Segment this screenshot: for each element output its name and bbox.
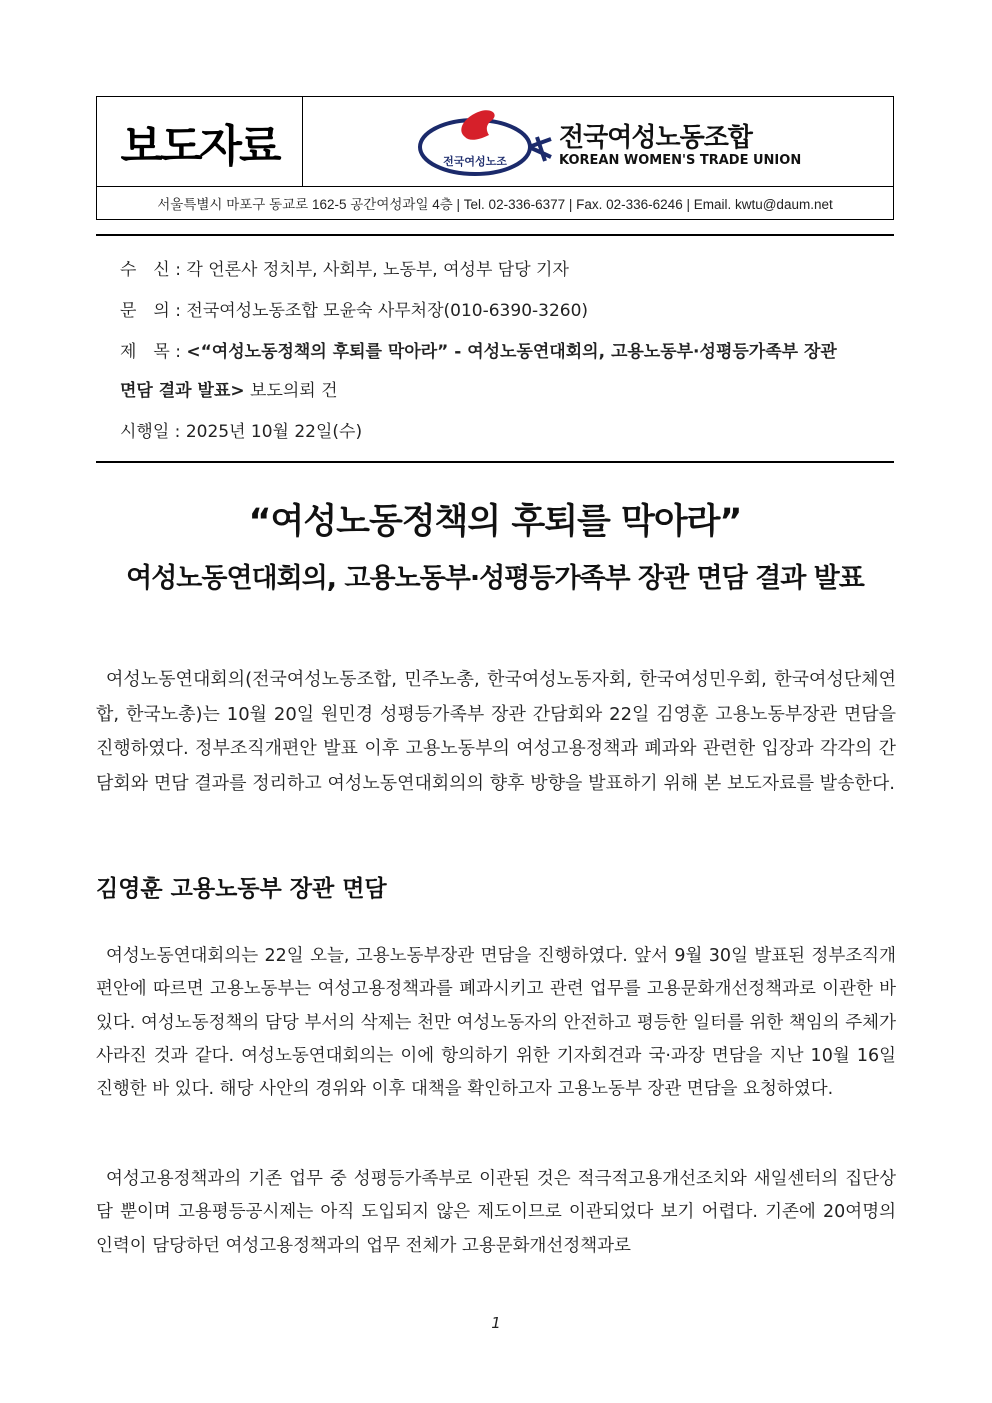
meta-divider (96, 461, 894, 463)
union-logo-icon (417, 107, 557, 179)
press-release-label: 보도자료 (97, 97, 303, 186)
date-line (120, 417, 362, 442)
inquiry-label: 문 의 : (120, 301, 181, 321)
body-paragraph-1: 여성노동연대회의는 22일 오늘, 고용노동부장관 면담을 진행하였다. 앞서 9월 30일 발표된 정부조직개편안에 따르면 고용노동부는 여성고용정책과를 폐과시키고 관련 업무를 고용문화개선정책과로 이관한 바 있다. 여성노동정책의 담당 부서의 삭제는 천만 여성노동자의 안전하고 평등한 일터를 위한 책임의 주체가 사라진 것과 같다. 여성노동연대회의는 이에 항의하기 위한 기자회견과 국·과장 면담을 지난 10월 16일 진행한 바 있다. 해당 사안의 경위와 이후 대책을 확인하고자 고용노동부 장관 면담을 요청하였다. (96, 946, 896, 1100)
subject-title-part2: 면담 결과 발표> (120, 381, 245, 401)
top-divider (96, 234, 894, 236)
section-heading: 김영훈 고용노동부 장관 면담 (96, 876, 387, 902)
date-value: 2025년 10월 22일(수) (185, 422, 363, 442)
subject-line-2 (120, 376, 338, 401)
contact-info: 서울특별시 마포구 동교로 162-5 공간여성과일 4층 | Tel. 02-336-6377 | Fax. 02-336-6246 | Email. kwtu@daum.net (157, 196, 833, 212)
union-name-korean: 전국여성노동조합 (559, 123, 752, 153)
subject-label: 제 목 : (120, 342, 181, 362)
union-name-english: KOREAN WOMEN'S TRADE UNION (559, 153, 802, 168)
recipient-value: 각 언론사 정치부, 사회부, 노동부, 여성부 담당 기자 (186, 260, 569, 280)
body-paragraph-2: 여성고용정책과의 기존 업무 중 성평등가족부로 이관된 것은 적극적고용개선조치와 새일센터의 집단상담 뿐이며 고용평등공시제는 아직 도입되지 않은 제도이므로 이관되었다 보기 어렵다. 기존에 20여명의 인력이 담당하던 여성고용정책과의 업무 전체가 고용문화개선정책과로 (96, 1169, 896, 1256)
subject-tail: 보도의뢰 건 (244, 381, 338, 401)
recipient-line (120, 255, 569, 280)
subheadline: 여성노동연대회의, 고용노동부·성평등가족부 장관 면담 결과 발표 (126, 563, 864, 594)
page-number: 1 (491, 1314, 501, 1332)
inquiry-line (120, 296, 588, 321)
letterhead-top (97, 97, 893, 187)
inquiry-value: 전국여성노동조합 모윤숙 사무처장(010-6390-3260) (186, 301, 589, 321)
date-label: 시행일 : (120, 422, 181, 442)
subject-line (120, 337, 837, 362)
logo-emblem-text: 전국여성노조 (443, 155, 507, 168)
intro-paragraph: 여성노동연대회의(전국여성노동조합, 민주노총, 한국여성노동자회, 한국여성민우회, 한국여성단체연합, 한국노총)는 10월 20일 원민경 성평등가족부 장관 간담회와 22일 김영훈 고용노동부장관 면담을 진행하였다. 정부조직개편안 발표 이후 고용노동부의 여성고용정책과 폐과와 관련한 입장과 각각의 간담회와 면담 결과를 정리하고 여성노동연대회의의 향후 방향을 발표하기 위해 본 보도자료를 발송한다. (96, 669, 896, 794)
subject-title-part1: <“여성노동정책의 후퇴를 막아라” - 여성노동연대회의, 고용노동부·성평등가족부 장관 (186, 342, 837, 362)
recipient-label: 수 신 : (120, 260, 181, 280)
headline: “여성노동정책의 후퇴를 막아라” (248, 502, 742, 542)
letterhead (96, 96, 894, 220)
